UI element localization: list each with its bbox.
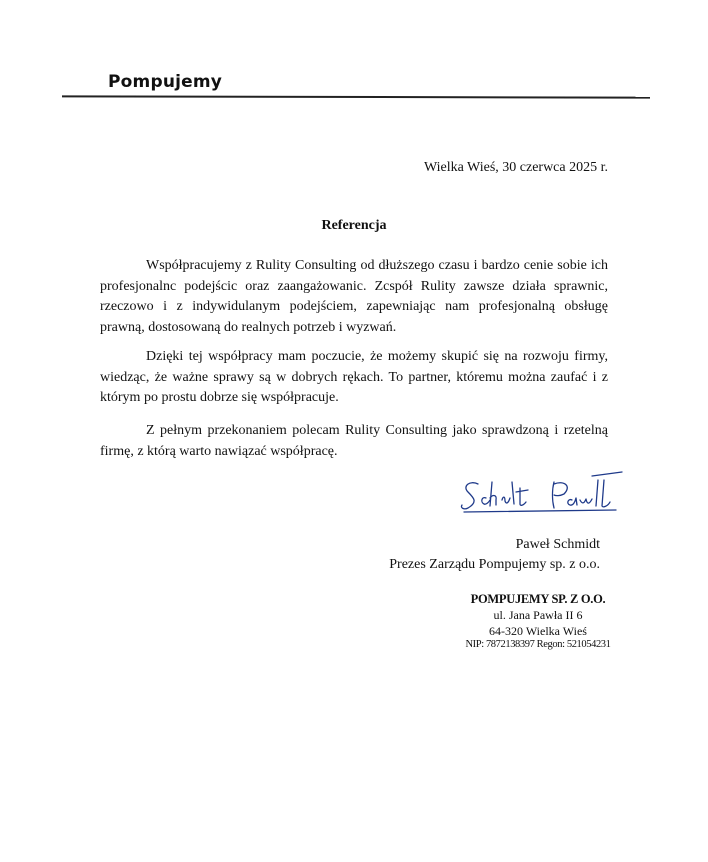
- letterhead-company: Pompujemy: [108, 72, 223, 92]
- stamp-company-name: POMPUJEMY SP. Z O.O.: [470, 592, 606, 606]
- handwritten-signature: [456, 468, 626, 516]
- letter-title: Referencja: [321, 218, 387, 233]
- paragraph-text: Współpracujemy z Rulity Consulting od dłuższego czasu i bardzo cenie sobie ich profesjonalnc podejścic oraz zaangażowanic. Zcspół Rulity zawsze działa sprawnic, rzeczowo i z indywidulanym podejściem, zapewniając nam profesjonalną obsługę prawną, dostosowaną do realnych potrzeb i wyzwań.: [100, 258, 608, 335]
- stamp-identifiers: NIP: 7872138397 Regon: 521054231: [465, 639, 611, 650]
- signer-role: Prezes Zarządu Pompujemy sp. z o.o.: [389, 557, 600, 572]
- place-date: Wielka Wieś, 30 czerwca 2025 r.: [423, 160, 608, 175]
- signer-name: Paweł Schmidt: [515, 537, 600, 552]
- company-stamp: [445, 592, 631, 650]
- paragraph: [100, 421, 608, 462]
- paragraph: [100, 347, 608, 409]
- paragraph-text: Z pełnym przekonaniem polecam Rulity Consulting jako sprawdzoną i rzetelną firmę, z którą warto nawiązać współpracę.: [100, 423, 608, 459]
- stamp-city: 64-320 Wielka Wieś: [489, 624, 587, 638]
- letterhead-divider: [62, 95, 650, 98]
- paragraph-text: Dzięki tej współpracy mam poczucie, że możemy skupić się na rozwoju firmy, wiedząc, że ważne sprawy są w dobrych rękach. To partner, któremu można zaufać i z którym po prostu dobrze się współpracuje.: [100, 349, 608, 405]
- paragraph: [100, 256, 608, 338]
- stamp-street: ul. Jana Pawła II 6: [493, 608, 583, 622]
